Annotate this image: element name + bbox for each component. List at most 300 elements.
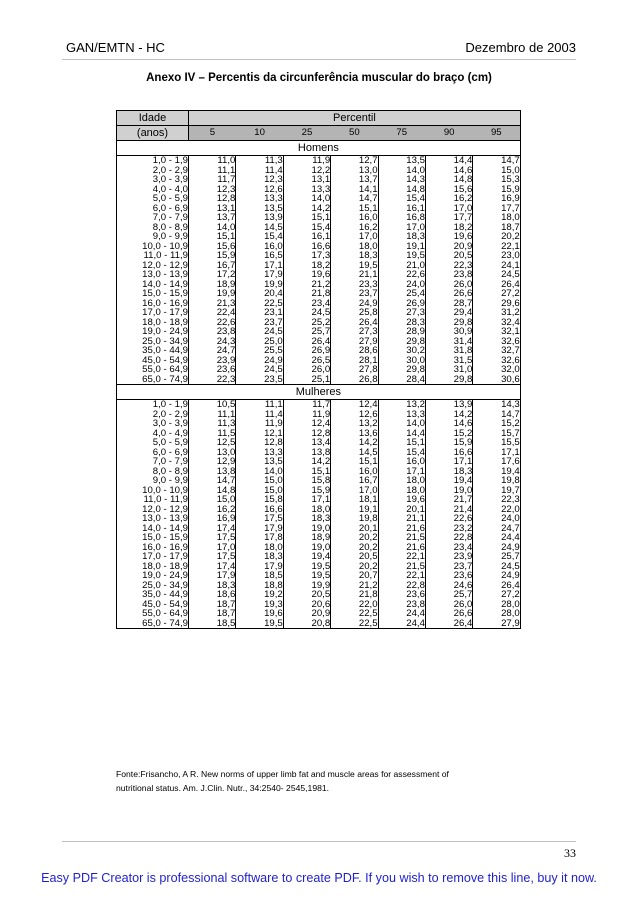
value-cell: 15,6 [425,185,472,195]
age-range-cell: 15,0 - 15,9 [117,533,189,543]
value-cell: 12,7 [331,156,378,166]
value-cell: 24,5 [236,327,283,337]
value-cell: 20,9 [425,242,472,252]
value-cell: 13,7 [331,175,378,185]
value-cell: 23,5 [236,375,283,385]
table-row [117,400,521,410]
age-range-cell: 18,0 - 18,9 [117,562,189,572]
value-cell: 16,1 [283,232,330,242]
header-divider [62,59,576,60]
value-cell: 19,1 [331,505,378,515]
value-cell: 23,7 [331,289,378,299]
value-cell: 31,8 [425,346,472,356]
value-cell: 25,5 [236,346,283,356]
age-range-cell: 45,0 - 54,9 [117,600,189,610]
age-range-cell: 1,0 - 1,9 [117,400,189,410]
value-cell: 17,1 [473,448,520,458]
percentile-table [116,110,521,629]
value-cell: 23,9 [189,356,236,366]
value-cell: 13,3 [236,448,283,458]
value-cell: 18,7 [189,600,236,610]
age-range-cell: 25,0 - 34,9 [117,581,189,591]
value-cell: 19,4 [283,552,330,562]
table-row [117,156,521,166]
value-cell: 12,8 [189,194,236,204]
value-cell: 21,4 [425,505,472,515]
age-range-cell: 7,0 - 7,9 [117,457,189,467]
value-cell: 26,0 [283,365,330,375]
age-range-cell: 55,0 - 64,9 [117,365,189,375]
value-cell: 28,3 [378,318,425,328]
value-cell: 21,5 [378,562,425,572]
value-cell: 15,2 [425,429,472,439]
value-cell: 22,4 [189,308,236,318]
value-cell: 22,3 [473,495,520,505]
value-cell: 19,0 [425,486,472,496]
header-right: Dezembro de 2003 [465,40,576,55]
value-cell: 24,5 [236,365,283,375]
value-cell: 22,6 [378,270,425,280]
value-cell: 19,6 [425,232,472,242]
value-cell: 11,7 [283,400,330,410]
value-cell: 18,1 [331,495,378,505]
value-cell: 12,2 [283,166,330,176]
value-cell: 23,6 [425,571,472,581]
value-cell: 14,2 [425,410,472,420]
value-cell: 26,4 [425,619,472,629]
value-cell: 13,2 [378,400,425,410]
value-cell: 21,2 [283,280,330,290]
value-cell: 24,1 [473,261,520,271]
value-cell: 23,8 [189,327,236,337]
value-cell: 21,3 [189,299,236,309]
value-cell: 14,4 [378,429,425,439]
value-cell: 14,2 [331,438,378,448]
value-cell: 17,8 [236,533,283,543]
value-cell: 21,1 [331,270,378,280]
age-range-cell: 45,0 - 54,9 [117,356,189,366]
value-cell: 24,9 [236,356,283,366]
value-cell: 22,0 [473,505,520,515]
value-cell: 19,5 [236,619,283,629]
source-citation [116,767,526,795]
value-cell: 22,0 [331,600,378,610]
value-cell: 13,0 [331,166,378,176]
value-cell: 24,9 [473,543,520,553]
value-cell: 15,0 [473,166,520,176]
value-cell: 32,7 [473,346,520,356]
value-cell: 15,1 [331,204,378,214]
value-cell: 20,6 [283,600,330,610]
percentile-table-container [116,110,520,629]
value-cell: 12,4 [331,400,378,410]
value-cell: 15,1 [331,457,378,467]
value-cell: 17,0 [331,232,378,242]
age-range-cell: 5,0 - 5,9 [117,438,189,448]
value-cell: 11,7 [189,175,236,185]
value-cell: 13,4 [283,438,330,448]
value-cell: 17,1 [378,467,425,477]
value-cell: 14,0 [283,194,330,204]
value-cell: 18,3 [236,552,283,562]
value-cell: 32,6 [473,337,520,347]
value-cell: 14,8 [189,486,236,496]
value-cell: 11,5 [189,429,236,439]
value-cell: 20,5 [283,590,330,600]
value-cell: 17,3 [283,251,330,261]
value-cell: 16,8 [378,213,425,223]
value-cell: 12,3 [189,185,236,195]
value-cell: 12,8 [236,438,283,448]
value-cell: 30,0 [378,356,425,366]
value-cell: 23,4 [283,299,330,309]
value-cell: 18,0 [283,505,330,515]
value-cell: 13,5 [236,204,283,214]
value-cell: 13,5 [378,156,425,166]
value-cell: 18,3 [378,232,425,242]
value-cell: 12,6 [331,410,378,420]
value-cell: 24,7 [473,524,520,534]
value-cell: 22,1 [378,571,425,581]
value-cell: 14,7 [473,156,520,166]
value-cell: 13,3 [236,194,283,204]
section-title: Homens [117,141,521,156]
value-cell: 14,7 [473,410,520,420]
value-cell: 20,5 [425,251,472,261]
value-cell: 16,0 [236,242,283,252]
value-cell: 15,7 [473,429,520,439]
age-range-cell: 3,0 - 3,9 [117,419,189,429]
value-cell: 20,1 [378,505,425,515]
value-cell: 11,4 [236,410,283,420]
value-cell: 24,4 [473,533,520,543]
age-range-cell: 13,0 - 13,9 [117,514,189,524]
value-cell: 26,5 [283,356,330,366]
value-cell: 13,3 [283,185,330,195]
age-range-cell: 18,0 - 18,9 [117,318,189,328]
page-title: Anexo IV – Percentis da circunferência muscular do braço (cm) [146,72,492,84]
value-cell: 19,0 [283,543,330,553]
value-cell: 32,4 [473,318,520,328]
value-cell: 11,4 [236,166,283,176]
age-range-cell: 12,0 - 12,9 [117,261,189,271]
age-range-cell: 5,0 - 5,9 [117,194,189,204]
value-cell: 11,0 [189,156,236,166]
value-cell: 18,3 [189,581,236,591]
page-number: 33 [564,846,576,860]
value-cell: 22,5 [331,619,378,629]
value-cell: 15,1 [283,213,330,223]
value-cell: 11,3 [236,156,283,166]
section-header-row [117,141,521,156]
value-cell: 32,6 [473,356,520,366]
value-cell: 17,4 [189,562,236,572]
value-cell: 26,9 [283,346,330,356]
value-cell: 18,0 [473,213,520,223]
age-range-cell: 11,0 - 11,9 [117,251,189,261]
value-cell: 29,8 [378,337,425,347]
value-cell: 31,0 [425,365,472,375]
age-range-cell: 35,0 - 44,9 [117,590,189,600]
age-range-cell: 12,0 - 12,9 [117,505,189,515]
value-cell: 16,0 [331,213,378,223]
age-range-cell: 2,0 - 2,9 [117,166,189,176]
value-cell: 24,9 [473,571,520,581]
value-cell: 23,9 [425,552,472,562]
value-cell: 17,7 [473,204,520,214]
value-cell: 16,1 [378,204,425,214]
value-cell: 17,9 [236,562,283,572]
age-range-cell: 2,0 - 2,9 [117,410,189,420]
value-cell: 29,8 [425,375,472,385]
value-cell: 14,6 [425,166,472,176]
age-range-cell: 13,0 - 13,9 [117,270,189,280]
age-range-cell: 10,0 - 10,9 [117,242,189,252]
value-cell: 16,6 [425,448,472,458]
value-cell: 13,2 [331,419,378,429]
value-cell: 29,4 [425,308,472,318]
value-cell: 30,9 [425,327,472,337]
value-cell: 26,6 [425,289,472,299]
value-cell: 32,0 [473,365,520,375]
value-cell: 19,9 [236,280,283,290]
section-header-row [117,385,521,400]
value-cell: 16,5 [236,251,283,261]
value-cell: 14,0 [189,223,236,233]
value-cell: 21,8 [283,289,330,299]
value-cell: 16,2 [425,194,472,204]
value-cell: 20,2 [473,232,520,242]
age-range-cell: 7,0 - 7,9 [117,213,189,223]
value-cell: 23,2 [425,524,472,534]
age-range-cell: 19,0 - 24,9 [117,327,189,337]
value-cell: 15,1 [283,467,330,477]
value-cell: 24,5 [473,562,520,572]
age-range-cell: 19,0 - 24,9 [117,571,189,581]
value-cell: 27,3 [331,327,378,337]
value-cell: 28,7 [425,299,472,309]
value-cell: 25,8 [331,308,378,318]
value-cell: 13,8 [283,448,330,458]
value-cell: 15,3 [473,175,520,185]
value-cell: 19,2 [236,590,283,600]
value-cell: 13,8 [189,467,236,477]
age-range-cell: 14,0 - 14,9 [117,524,189,534]
value-cell: 27,9 [473,619,520,629]
value-cell: 18,0 [378,476,425,486]
value-cell: 18,3 [425,467,472,477]
age-range-cell: 8,0 - 8,9 [117,223,189,233]
value-cell: 24,5 [473,270,520,280]
value-cell: 18,6 [189,590,236,600]
value-cell: 14,7 [331,194,378,204]
value-cell: 17,1 [283,495,330,505]
age-range-cell: 9,0 - 9,9 [117,476,189,486]
value-cell: 21,7 [425,495,472,505]
value-cell: 28,0 [473,609,520,619]
value-cell: 18,2 [283,261,330,271]
value-cell: 24,9 [331,299,378,309]
value-cell: 19,6 [236,609,283,619]
value-cell: 16,0 [331,467,378,477]
value-cell: 20,2 [331,533,378,543]
value-cell: 15,1 [378,438,425,448]
value-cell: 26,9 [378,299,425,309]
value-cell: 11,1 [236,400,283,410]
value-cell: 14,7 [189,476,236,486]
value-cell: 14,5 [236,223,283,233]
value-cell: 24,3 [189,337,236,347]
value-cell: 24,7 [189,346,236,356]
value-cell: 24,6 [425,581,472,591]
value-cell: 28,4 [378,375,425,385]
value-cell: 27,9 [331,337,378,347]
value-cell: 25,1 [283,375,330,385]
value-cell: 28,1 [331,356,378,366]
value-cell: 13,6 [331,429,378,439]
value-cell: 21,1 [378,514,425,524]
idade-header: Idade [117,111,189,126]
value-cell: 15,0 [236,476,283,486]
age-range-cell: 17,0 - 17,9 [117,308,189,318]
value-cell: 16,0 [378,457,425,467]
value-cell: 12,5 [189,438,236,448]
footer-divider [62,841,576,842]
value-cell: 23,0 [473,251,520,261]
value-cell: 17,2 [189,270,236,280]
value-cell: 14,1 [331,185,378,195]
value-cell: 12,6 [236,185,283,195]
age-range-cell: 10,0 - 10,9 [117,486,189,496]
value-cell: 12,8 [283,429,330,439]
age-range-cell: 55,0 - 64,9 [117,609,189,619]
value-cell: 17,0 [331,486,378,496]
value-cell: 20,4 [236,289,283,299]
value-cell: 29,6 [473,299,520,309]
value-cell: 30,6 [473,375,520,385]
value-cell: 19,5 [283,562,330,572]
value-cell: 23,1 [236,308,283,318]
value-cell: 18,9 [189,280,236,290]
age-range-cell: 35,0 - 44,9 [117,346,189,356]
value-cell: 15,6 [189,242,236,252]
value-cell: 15,0 [189,495,236,505]
value-cell: 18,3 [283,514,330,524]
value-cell: 23,6 [378,590,425,600]
value-cell: 23,8 [378,600,425,610]
value-cell: 19,8 [331,514,378,524]
value-cell: 12,4 [283,419,330,429]
value-cell: 17,5 [236,514,283,524]
value-cell: 12,9 [189,457,236,467]
value-cell: 20,8 [283,619,330,629]
value-cell: 19,0 [283,524,330,534]
value-cell: 16,7 [189,261,236,271]
value-cell: 15,4 [378,194,425,204]
value-cell: 21,5 [378,533,425,543]
value-cell: 19,9 [283,581,330,591]
value-cell: 26,0 [425,600,472,610]
value-cell: 24,0 [378,280,425,290]
percentile-header-cell: 25 [283,126,330,141]
value-cell: 27,8 [331,365,378,375]
value-cell: 19,6 [283,270,330,280]
value-cell: 18,0 [331,242,378,252]
value-cell: 26,4 [283,337,330,347]
value-cell: 26,4 [473,581,520,591]
value-cell: 23,3 [331,280,378,290]
value-cell: 13,5 [236,457,283,467]
value-cell: 16,6 [236,505,283,515]
value-cell: 25,4 [378,289,425,299]
value-cell: 26,6 [425,609,472,619]
value-cell: 19,5 [378,251,425,261]
value-cell: 26,4 [473,280,520,290]
age-range-cell: 6,0 - 6,9 [117,204,189,214]
value-cell: 22,6 [425,514,472,524]
value-cell: 22,3 [189,375,236,385]
value-cell: 17,5 [189,533,236,543]
value-cell: 22,1 [378,552,425,562]
source-line-2: nutritional status. Am. J.Clin. Nutr., 34:2540- 2545,1981. [116,783,330,793]
value-cell: 28,0 [473,600,520,610]
value-cell: 14,0 [378,166,425,176]
value-cell: 14,8 [425,175,472,185]
value-cell: 18,7 [473,223,520,233]
value-cell: 22,6 [189,318,236,328]
value-cell: 20,5 [331,552,378,562]
age-range-cell: 4,0 - 4,9 [117,429,189,439]
value-cell: 18,5 [236,571,283,581]
value-cell: 17,9 [236,270,283,280]
value-cell: 25,7 [283,327,330,337]
value-cell: 15,9 [283,486,330,496]
value-cell: 26,0 [425,280,472,290]
value-cell: 14,0 [236,467,283,477]
value-cell: 16,6 [283,242,330,252]
age-range-cell: 9,0 - 9,9 [117,232,189,242]
value-cell: 24,5 [283,308,330,318]
value-cell: 27,2 [473,590,520,600]
value-cell: 20,9 [283,609,330,619]
value-cell: 11,9 [283,410,330,420]
value-cell: 25,7 [473,552,520,562]
value-cell: 22,8 [425,533,472,543]
age-range-cell: 11,0 - 11,9 [117,495,189,505]
table-row [117,375,521,385]
value-cell: 17,0 [425,204,472,214]
age-range-cell: 1,0 - 1,9 [117,156,189,166]
age-range-cell: 65,0 - 74,9 [117,375,189,385]
value-cell: 18,9 [283,533,330,543]
value-cell: 19,4 [473,467,520,477]
value-cell: 18,2 [425,223,472,233]
value-cell: 17,1 [425,457,472,467]
value-cell: 22,5 [236,299,283,309]
percentile-header-cell: 95 [473,126,520,141]
value-cell: 17,5 [189,552,236,562]
value-cell: 20,2 [331,562,378,572]
value-cell: 13,7 [189,213,236,223]
value-cell: 17,9 [236,524,283,534]
value-cell: 20,7 [331,571,378,581]
value-cell: 15,8 [236,495,283,505]
value-cell: 17,1 [236,261,283,271]
value-cell: 25,2 [283,318,330,328]
percentile-header-cell: 5 [189,126,236,141]
table-row [117,619,521,629]
header-left: GAN/EMTN - HC [66,40,165,55]
